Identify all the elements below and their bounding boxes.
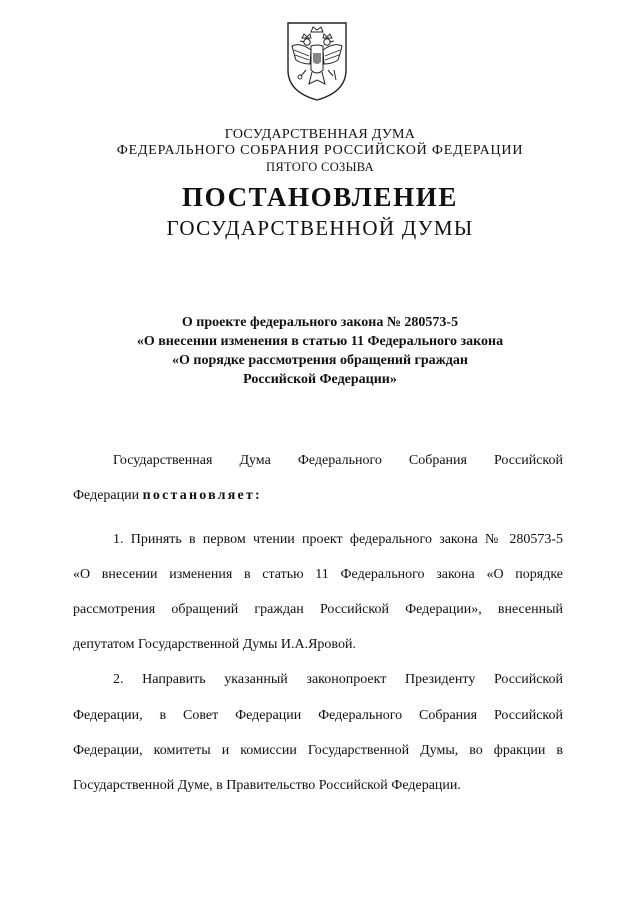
- preamble-line-1: Государственная Дума Федерального Собрания Российской: [113, 453, 563, 468]
- document-issuer-title: ГОСУДАРСТВЕННОЙ ДУМЫ: [166, 216, 474, 240]
- item2-line-2: Федерации, в Совет Федерации Федерального Собрания Российской: [73, 708, 563, 723]
- item2-line-3: Федерации, комитеты и комиссии Государственной Думы, во фракции в: [73, 743, 563, 758]
- item2-line-1: 2. Направить указанный законопроект Президенту Российской: [113, 672, 563, 687]
- subject-line-3: «О порядке рассмотрения обращений граждан: [172, 353, 468, 368]
- document-type-title: ПОСТАНОВЛЕНИЕ: [182, 182, 458, 212]
- subject-line-4: Российской Федерации»: [243, 372, 397, 387]
- header-line-convocation: ПЯТОГО СОЗЫВА: [266, 160, 374, 174]
- subject-line-2: «О внесении изменения в статью 11 Федерального закона: [136, 334, 504, 349]
- subject-line-1: О проекте федерального закона № 280573-5: [181, 315, 459, 330]
- preamble-text: Федерации: [73, 488, 140, 503]
- item1-line-2: «О внесении изменения в статью 11 Федерального закона «О порядке: [73, 567, 563, 582]
- state-emblem-icon: [282, 20, 352, 102]
- header-line-state-duma: ГОСУДАРСТВЕННАЯ ДУМА: [224, 127, 416, 142]
- item2-line-4: Государственной Думе, в Правительство Российской Федерации.: [73, 778, 461, 793]
- preamble-line-2: [73, 486, 563, 506]
- header-line-federal-assembly: ФЕДЕРАЛЬНОГО СОБРАНИЯ РОССИЙСКОЙ ФЕДЕРАЦИИ: [116, 143, 524, 158]
- item1-line-3: рассмотрения обращений граждан Российской Федерации», внесенный: [73, 602, 563, 617]
- item1-line-4: депутатом Государственной Думы И.А.Яровой.: [73, 637, 356, 652]
- resolves-keyword: постановляет:: [142, 488, 262, 503]
- item1-line-1: 1. Принять в первом чтении проект федерального закона № 280573-5: [113, 532, 563, 547]
